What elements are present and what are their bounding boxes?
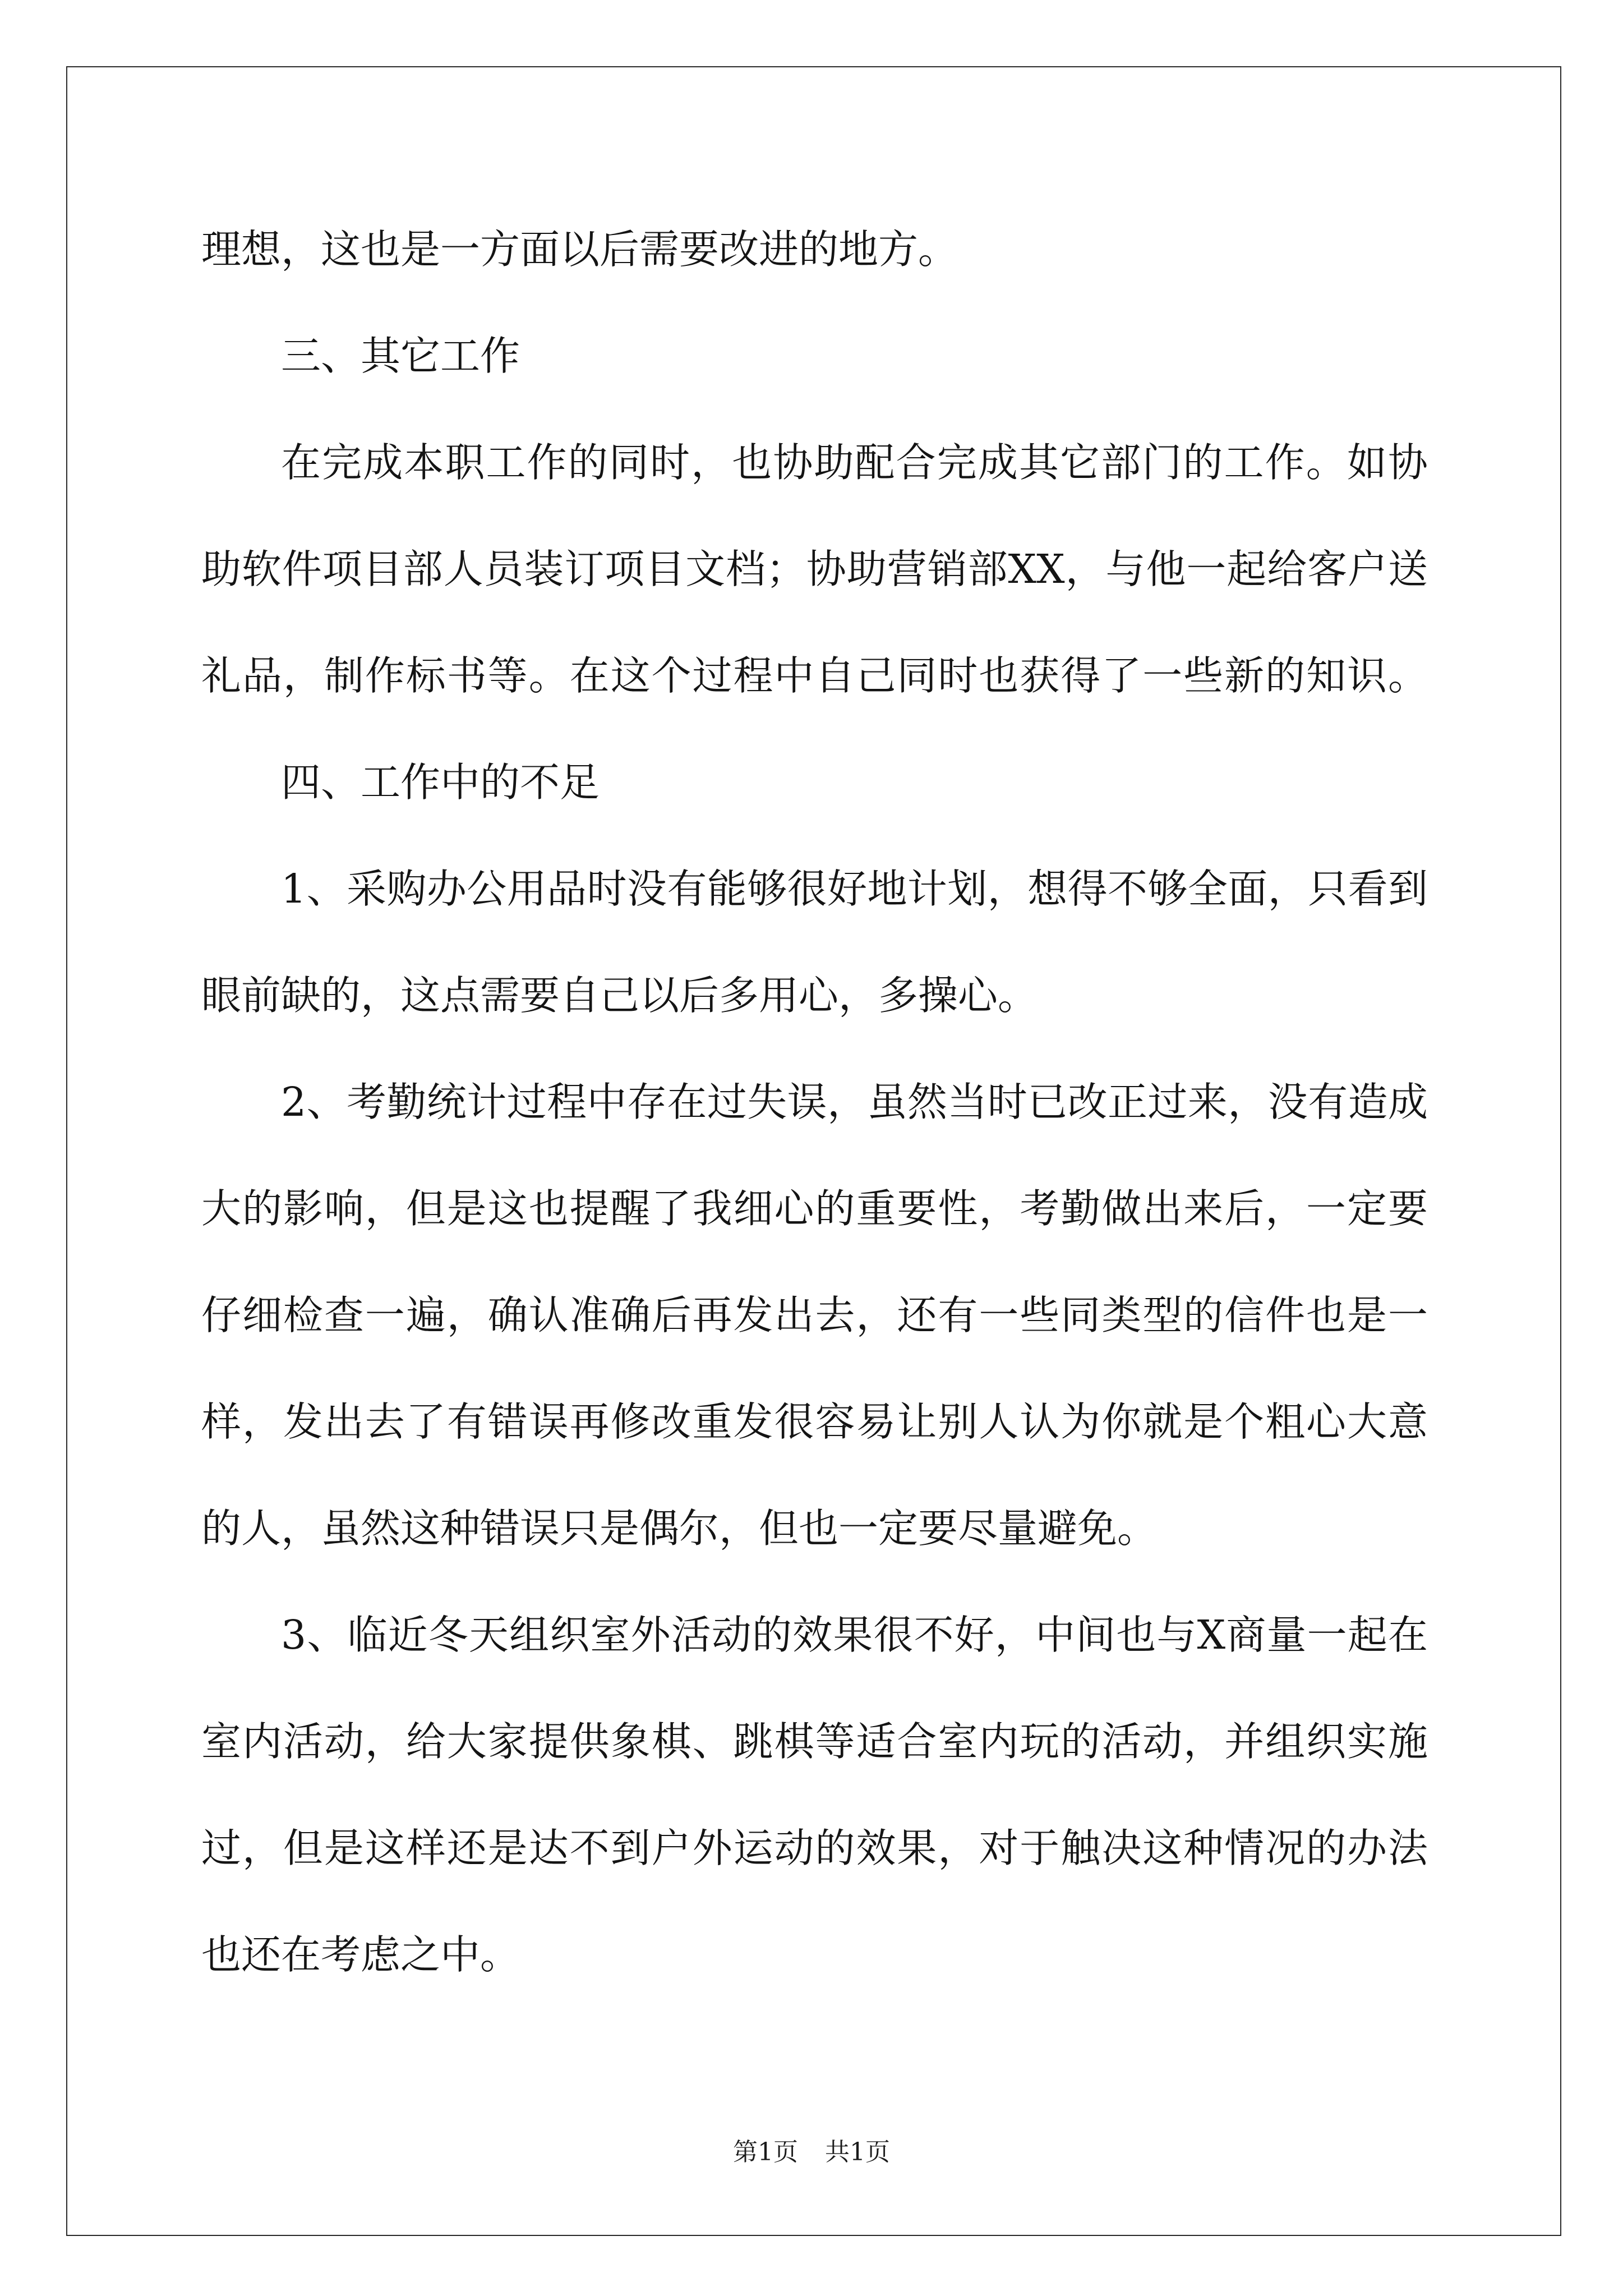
paragraph-line: 眼前缺的，这点需要自己以后多用心，多操心。 [201,972,1038,1019]
section-heading: 三、其它工作 [281,333,520,379]
paragraph-line: 助软件项目部人员装订项目文档；协助营销部XX，与他一起给客户送 [201,546,1428,592]
paragraph-line: 2、考勤统计过程中存在过失误，虽然当时已改正过来，没有造成 [281,1079,1428,1125]
paragraph-line: 1、采购办公用品时没有能够很好地计划，想得不够全面，只看到 [281,866,1428,912]
paragraph-line: 大的影响，但是这也提醒了我细心的重要性，考勤做出来后，一定要 [201,1185,1428,1232]
page-footer [0,2136,1623,2169]
paragraph-line: 过，但是这样还是达不到户外运动的效果，对于触决这种情况的办法 [201,1825,1428,1871]
section-heading: 四、工作中的不足 [281,759,600,806]
paragraph-line: 礼品，制作标书等。在这个过程中自己同时也获得了一些新的知识。 [201,652,1428,699]
paragraph-line: 样，发出去了有错误再修改重发很容易让别人认为你就是个粗心大意 [201,1398,1428,1445]
page-number-current: 第1页 [733,2138,798,2166]
page-number-total: 共1页 [825,2138,890,2166]
paragraph-line: 室内活动，给大家提供象棋、跳棋等适合室内玩的活动，并组织实施 [201,1718,1428,1765]
paragraph-line: 仔细检查一遍，确认准确后再发出去，还有一些同类型的信件也是一 [201,1292,1428,1338]
paragraph-line: 理想，这也是一方面以后需要改进的地方。 [201,226,958,273]
paragraph-line: 也还在考虑之中。 [201,1931,520,1978]
paragraph-line: 在完成本职工作的同时，也协助配合完成其它部门的工作。如协 [281,439,1428,486]
paragraph-line: 3、临近冬天组织室外活动的效果很不好，中间也与X商量一起在 [281,1612,1428,1658]
paragraph-line: 的人，虽然这种错误只是偶尔，但也一定要尽量避免。 [201,1505,1158,1552]
